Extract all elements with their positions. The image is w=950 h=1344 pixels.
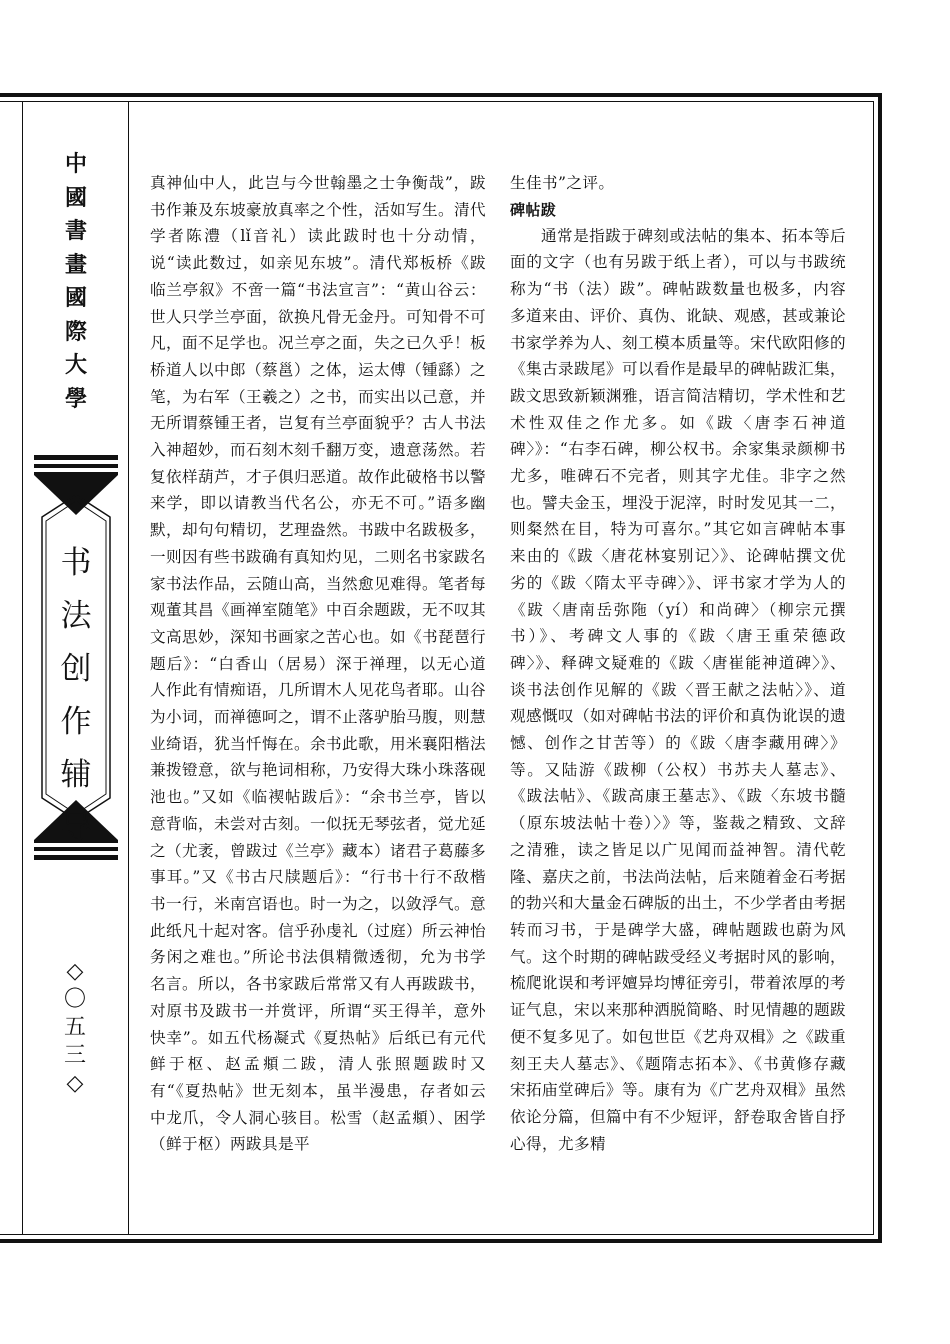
institution-name bbox=[52, 148, 100, 416]
section-title-block bbox=[32, 455, 120, 860]
page-number-ornament: ◇ bbox=[66, 1071, 84, 1096]
section-title-char: 创 bbox=[60, 651, 92, 687]
right-column-body: 通常是指跋于碑刻或法帖的集本、拓本等后面的文字（也有另跋于纸上者），可以与书跋统称为“书（法）跋”。碑帖跋数量也极多，内容多道来由、评价、真伪、讹缺、观感，甚或兼论书家学养为人、刻工模本质量等。宋代欧阳修的《集古录跋尾》可以看作是最早的碑帖跋汇集，跋文思致新颖渊雅，语言简洁精切，学术性和艺术性双佳之作尤多。如《跋〈唐李石神道碑〉》：“右李石碑，柳公权书。余家集录颜柳书尤多，唯碑石不完者，则其字尤佳。非字之然也。譬夫金玉，埋没于泥滓，时时发见其一二，则粲然在目，特为可喜尔。”其它如言碑帖本事来由的《跋〈唐花林宴别记〉》、论碑帖撰文优劣的《跋〈隋太平寺碑〉》、评书家才学为人的《跋〈唐南岳弥陁（yí）和尚碑〉（柳宗元撰书）》、考碑文人事的《跋〈唐王重荣德政碑〉》、释碑文疑难的《跋〈唐崔能神道碑〉》、谈书法创作见解的《跋〈晋王献之法帖〉》、道观感慨叹（如对碑帖书法的评价和真伪讹误的遗憾、创作之甘苦等）的《跋〈唐李藏用碑〉》等。又陆游《跋柳（公权）书苏夫人墓志》、《跋法帖》、《跋高康王墓志》、《跋〈东坡书髓（原东坡法帖十卷）〉》等，鉴裁之精致、文辞之清雅，读之皆足以广见闻而益神智。清代乾隆、嘉庆之前，书法尚法帖，后来随着金石考据的勃兴和大量金石碑版的出土，不少学者由考据转而习书，于是碑学大盛，碑帖题跋也蔚为风气。这个时期的碑帖跋受经义考据时风的影响，梳爬讹误和考评嬗异均博征旁引，带着浓厚的考证气息，宋以来那种洒脱简略、时见情趣的题跋便不复多见了。如包世臣《艺舟双楫》之《跋重刻王夫人墓志》、《题隋志拓本》、《书黄修存藏宋拓庙堂碑后》等。康有为《广艺舟双楫》虽然依论分篇，但篇中有不少短评，舒卷取舍皆自抒心得，尤多精 bbox=[510, 226, 846, 1153]
institution-char: 國 bbox=[64, 185, 87, 211]
page-number-char: 〇 bbox=[63, 987, 86, 1012]
page-number-ornament: ◇ bbox=[66, 959, 84, 984]
section-title bbox=[32, 537, 120, 855]
section-title-char: 法 bbox=[60, 598, 92, 634]
institution-char: 際 bbox=[64, 319, 87, 345]
sidebar-rule-right bbox=[128, 101, 129, 1235]
page-number bbox=[58, 958, 92, 1098]
institution-char: 書 bbox=[64, 219, 87, 244]
institution-char: 畫 bbox=[64, 252, 87, 278]
right-column bbox=[510, 170, 846, 1157]
institution-char: 學 bbox=[64, 386, 87, 412]
institution-char: 大 bbox=[64, 353, 87, 378]
section-title-char: 书 bbox=[60, 545, 92, 581]
institution-char: 中 bbox=[64, 152, 87, 177]
section-title-char: 辅 bbox=[60, 757, 92, 793]
sidebar-rule-left bbox=[22, 101, 23, 1235]
page-number-char: 五 bbox=[63, 1015, 86, 1040]
section-heading: 碑帖跋 bbox=[510, 200, 557, 219]
institution-char: 國 bbox=[64, 286, 87, 311]
right-column-lead: 生佳书”之评。 bbox=[510, 174, 615, 192]
section-title-char: 作 bbox=[60, 704, 92, 740]
left-column bbox=[150, 170, 486, 1158]
left-column-text: 真神仙中人，此岂与今世翰墨之士争衡哉”，跋书作兼及东坡豪放真率之个性，活如写生。清代学者陈澧（lǐ音礼）读此跋时也十分动情，说“读此数过，如亲见东坡”。清代郑板桥《跋临兰亭叙》不啻一篇“书法宣言”：“黄山谷云：世人只学兰亭面，欲换凡骨无金丹。可知骨不可凡，面不足学也。况兰亭之面，失之已久乎！板桥道人以中郎（蔡邕）之体，运太傅（锺繇）之笔，为右军（王羲之）之书，而实出以己意，并无所谓蔡锺王者，岂复有兰亭面貌乎？古人书法入神超妙，而石刻木刻千翻万变，遗意荡然。若复依样葫芦，才子俱归恶道。故作此破格书以警来学，即以请教当代名公，亦无不可。”语多幽默，却句句精切，艺理盎然。书跋中名跋极多，一则因有些书跋确有真知灼见，二则名书家跋名家书法作品，云随山高，当然愈见难得。笔者每观董其昌《画禅室随笔》中百余题跋，无不叹其文高思妙，深知书画家之苦心也。如《书琵琶行题后》：“白香山（居易）深于禅理，以无心道人作此有情痴语，几所谓木人见花鸟者耶。山谷为小词，而禅德呵之，谓不止落驴胎马腹，则慧业绮语，犹当忏悔在。余书此歌，用米襄阳楷法兼拨镫意，欲与艳词相称，乃安得大珠小珠落砚池也。”又如《临禊帖跋后》：“余书兰亭，皆以意背临，未尝对古刻。一似抚无琴弦者，觉尤延之（尤袤，曾跋过《兰亭》藏本）诸君子葛藤多事耳。”又《书古尺牍题后》：“行书十行不敌楷书一行，米南宫语也。时一为之，以敛浮气。意此纸凡十起对客。信乎孙虔礼（过庭）所云神怡务闲之难也。”所论书法俱精微透彻，允为书学名言。所以，各书家跋后常常又有人再跋跋书，对原书及跋书一并赏评，所谓“买王得羊，意外快幸”。如五代杨凝式《夏热帖》后纸已有元代鲜于枢、赵孟頫二跋，清人张照题跋时又有“《夏热帖》世无刻本，虽半漫患，存者如云中龙爪，令人洞心骇目。松雪（赵孟頫）、困学（鲜于枢）两跋具是平 bbox=[150, 174, 486, 1154]
section-title-char: 导 bbox=[60, 810, 92, 846]
page-number-char: 三 bbox=[63, 1043, 86, 1068]
